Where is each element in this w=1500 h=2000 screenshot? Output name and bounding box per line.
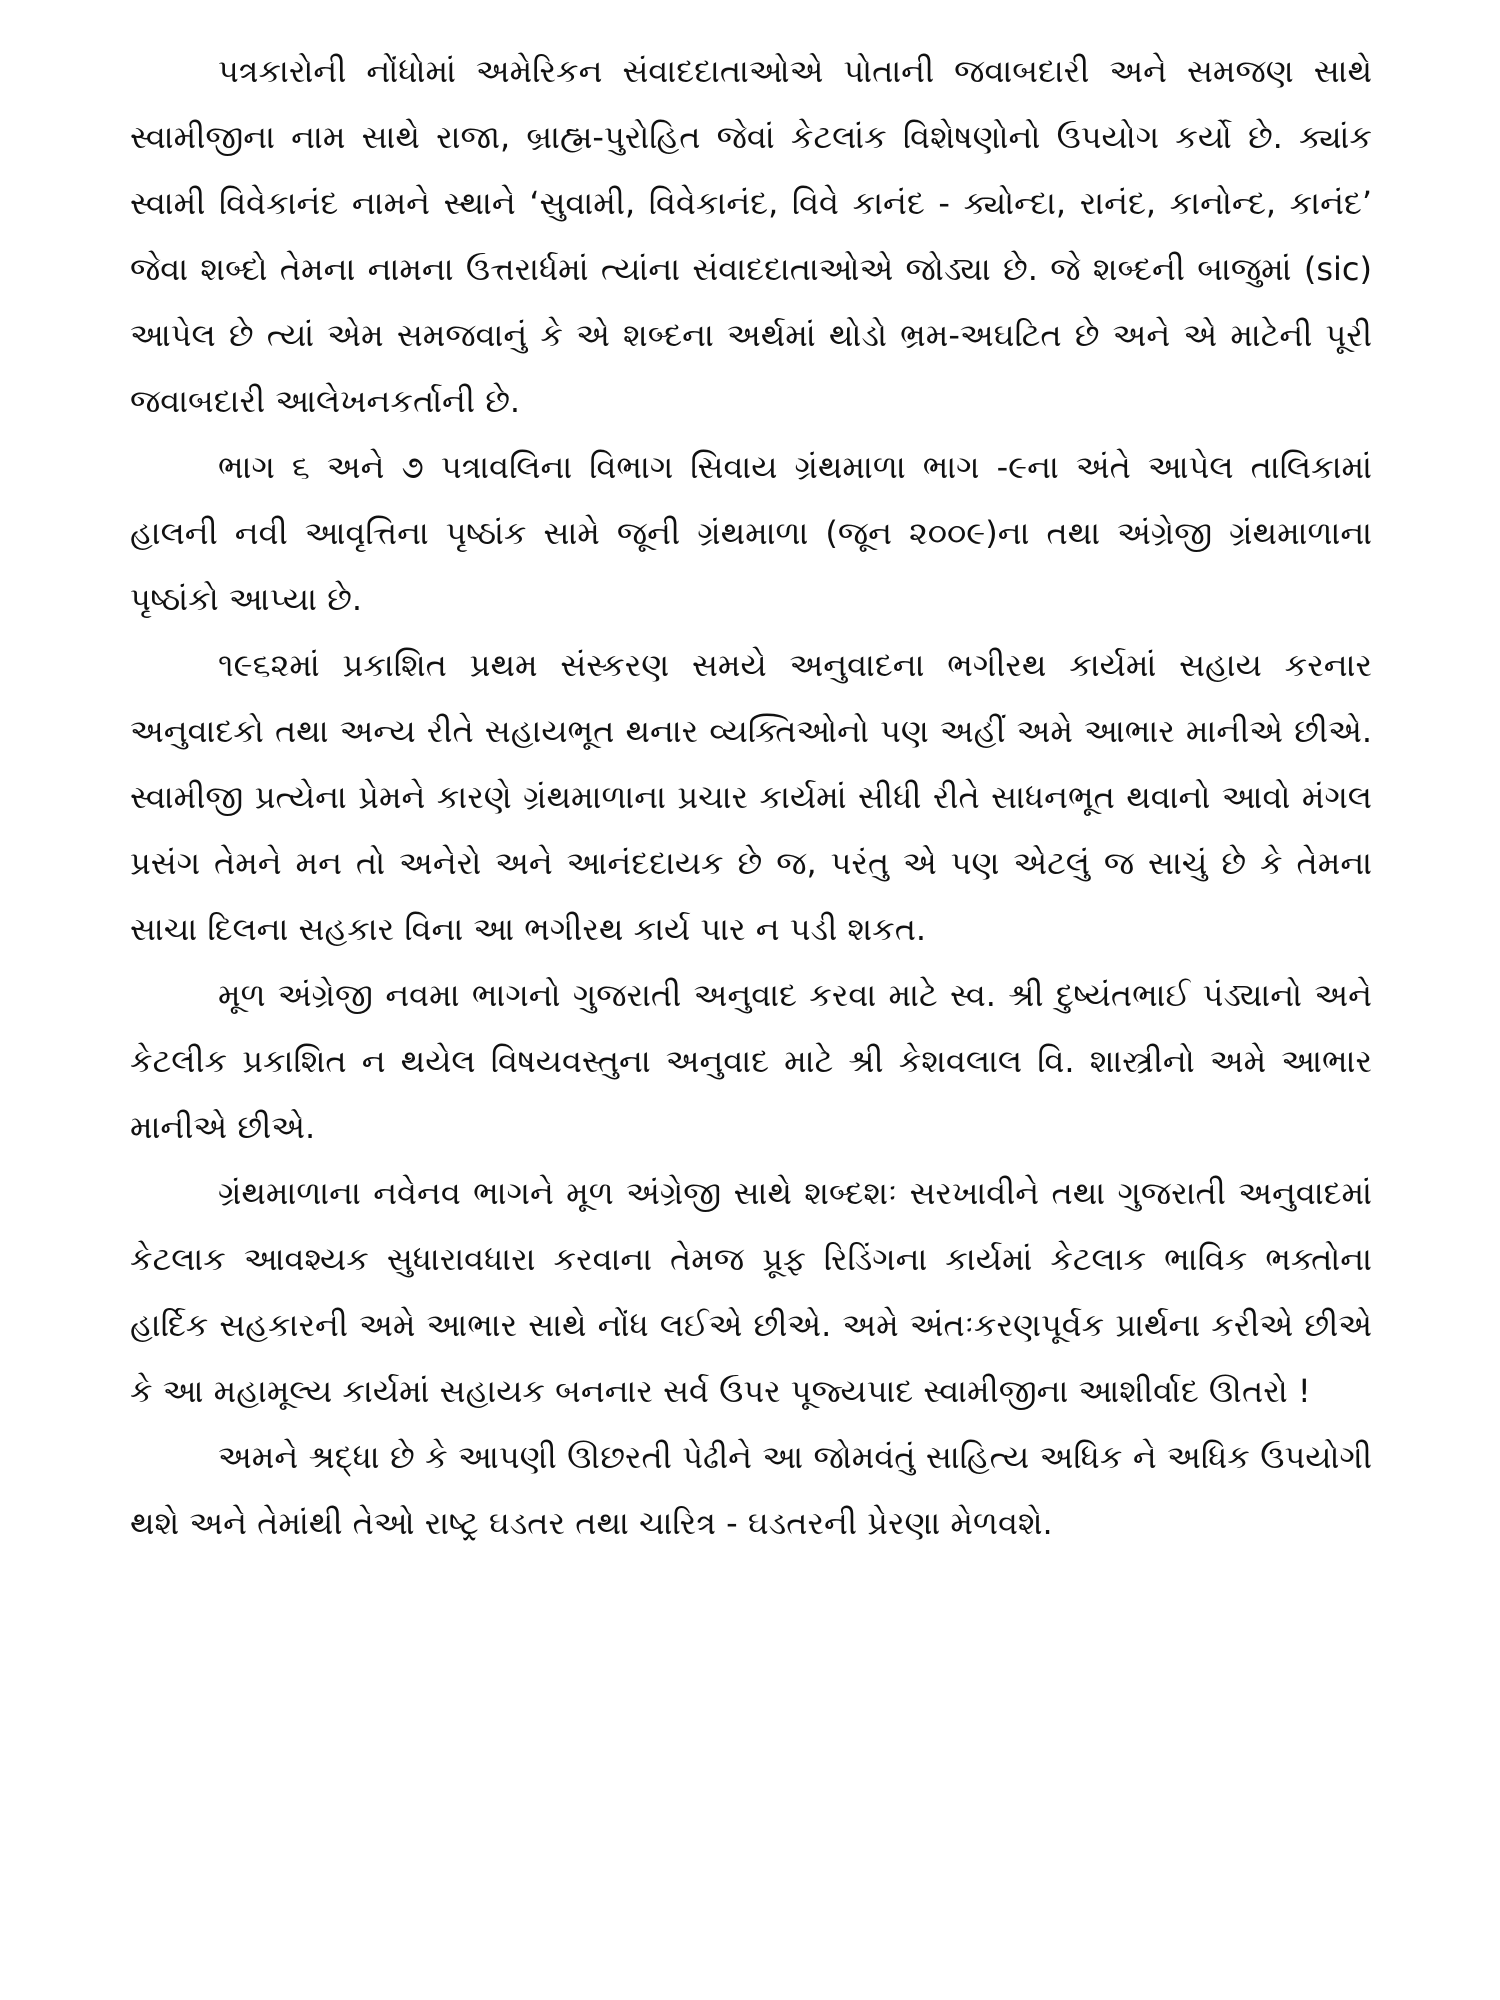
paragraph-text: ભાગ ૬ અને ૭ પત્રાવલિના વિભાગ સિવાય ગ્રંથમાળા ભાગ -૯ના અંતે આપેલ તાલિકામાં હાલની નવી આવૃત્તિના પૃષ્ઠાંક સામે જૂની ગ્રંથમાળા (જૂન ૨૦૦૯)ના તથા અંગ્રેજી ગ્રંથમાળાના પૃષ્ઠાંકો આપ્યા છે. [130, 448, 1372, 618]
paragraph-text: અમને શ્રદ્ધા છે કે આપણી ઊછરતી પેઢીને આ જોમવંતું સાહિત્ય અધિક ને અધિક ઉપયોગી થશે અને તેમાંથી તેઓ રાષ્ટ્ર ઘડતર તથા ચારિત્ર - ઘડતરની પ્રેરણા મેળવશે. [130, 1438, 1372, 1542]
paragraph-text: ગ્રંથમાળાના નવેનવ ભાગને મૂળ અંગ્રેજી સાથે શબ્દશઃ સરખાવીને તથા ગુજરાતી અનુવાદમાં કેટલાક આવશ્યક સુધારાવધારા કરવાના તેમજ પ્રૂફ રિડિંગના કાર્યમાં કેટલાક ભાવિક ભક્તોના હાર્દિક સહકારની અમે આભાર સાથે નોંધ લઈએ છીએ. અમે અંતઃકરણપૂર્વક પ્રાર્થના કરીએ છીએ કે આ મહામૂલ્ય કાર્યમાં સહાયક બનનાર સર્વ ઉપર પૂજ્યપાદ સ્વામીજીના આશીર્વાદ ઊતરો ! [130, 1174, 1372, 1410]
paragraph-first-edition-thanks [130, 632, 1372, 962]
paragraph-text: મૂળ અંગ્રેજી નવમા ભાગનો ગુજરાતી અનુવાદ કરવા માટે સ્વ. શ્રી દુષ્યંતભાઈ પંડ્યાનો અને કેટલીક પ્રકાશિત ન થયેલ વિષયવસ્તુના અનુવાદ માટે શ્રી કેશવલાલ વિ. શાસ્ત્રીનો અમે આભાર માનીએ છીએ. [130, 976, 1372, 1146]
paragraph-text: પત્રકારોની નોંધોમાં અમેરિકન સંવાદદાતાઓએ પોતાની જવાબદારી અને સમજણ સાથે સ્વામીજીના નામ સાથે રાજા, બ્રાહ્મ-પુરોહિત જેવાં કેટલાંક વિશેષણોનો ઉપયોગ કર્યો છે. ક્યાંક સ્વામી વિવેકાનંદ નામને સ્થાને ‘સુવામી, વિવેકાનંદ, વિવે કાનંદ - ક્યોન્દા, રાનંદ, કાનોન્દ, કાનંદ’ જેવા શબ્દો તેમના નામના ઉત્તરાર્ધમાં ત્યાંના સંવાદદાતાઓએ જોડ્યા છે. જે શબ્દની બાજુમાં (sic) આપેલ છે ત્યાં એમ સમજવાનું કે એ શબ્દના અર્થમાં થોડો ભ્રમ-અઘટિત છે અને એ માટેની પૂરી જવાબદારી આલેખનકર્તાની છે. [130, 52, 1372, 420]
paragraph-reporters-notes [130, 38, 1372, 434]
paragraph-text: ૧૯૬૨માં પ્રકાશિત પ્રથમ સંસ્કરણ સમયે અનુવાદના ભગીરથ કાર્યમાં સહાય કરનાર અનુવાદકો તથા અન્ય રીતે સહાયભૂત થનાર વ્યક્તિઓનો પણ અહીં અમે આભાર માનીએ છીએ. સ્વામીજી પ્રત્યેના પ્રેમને કારણે ગ્રંથમાળાના પ્રચાર કાર્યમાં સીધી રીતે સાધનભૂત થવાનો આવો મંગલ પ્રસંગ તેમને મન તો અનેરો અને આનંદદાયક છે જ, પરંતુ એ પણ એટલું જ સાચું છે કે તેમના સાચા દિલના સહકાર વિના આ ભગીરથ કાર્ય પાર ન પડી શકત. [130, 646, 1372, 948]
paragraph-devotees-thanks [130, 1160, 1372, 1424]
paragraph-closing-hope [130, 1424, 1372, 1556]
paragraph-translators-thanks [130, 962, 1372, 1160]
paragraph-table-of-pages [130, 434, 1372, 632]
